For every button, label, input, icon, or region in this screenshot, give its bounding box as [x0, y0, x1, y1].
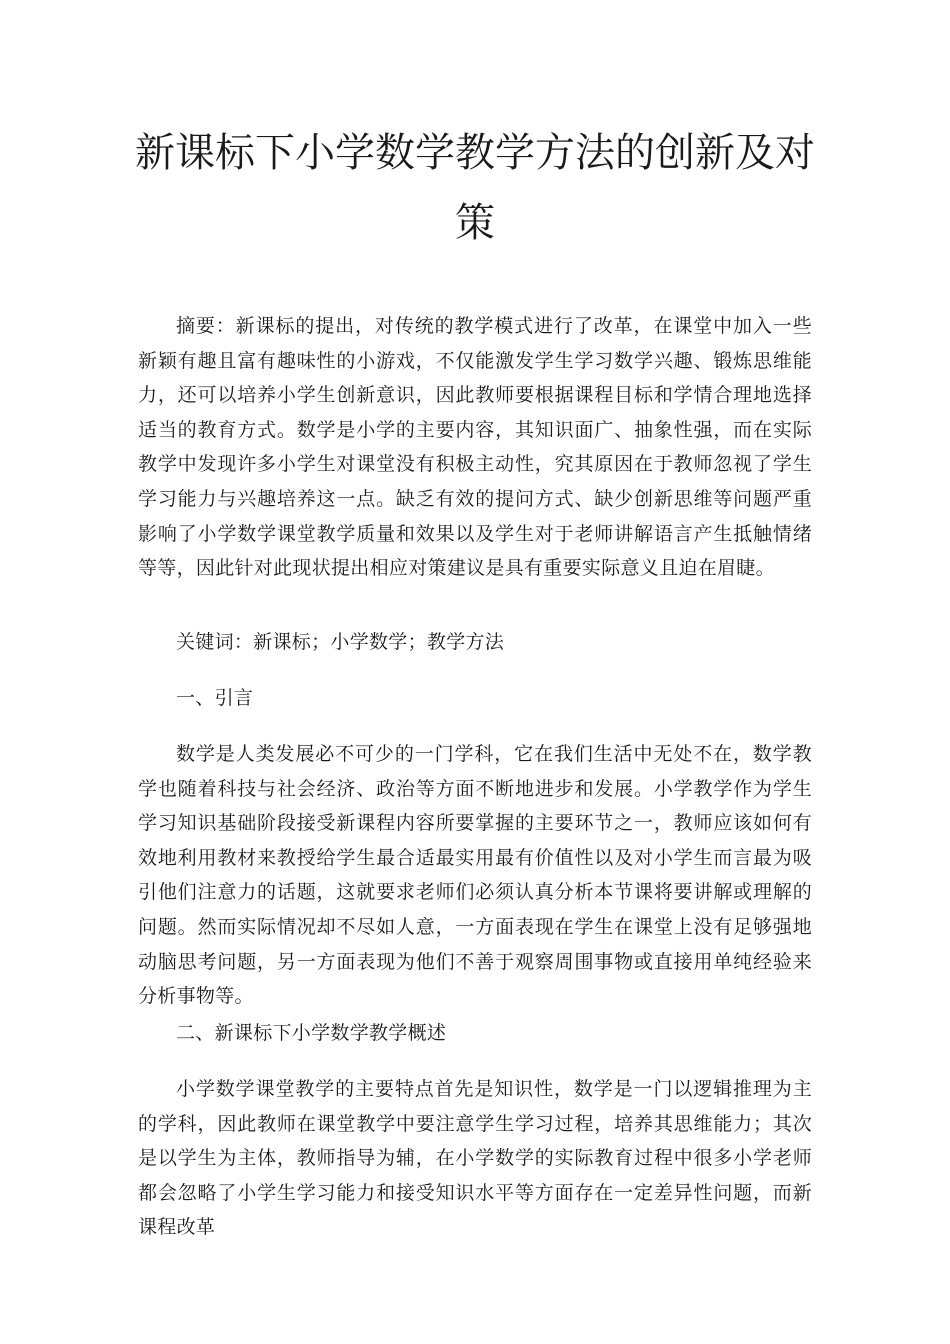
document-title: 新课标下小学数学教学方法的创新及对策 [135, 130, 815, 246]
section-heading-introduction: 一、引言 [176, 687, 254, 709]
abstract-paragraph: 摘要：新课标的提出，对传统的教学模式进行了改革，在课堂中加入一些新颖有趣且富有趣味性的小游戏，不仅能激发学生学习数学兴趣、锻炼思维能力，还可以培养小学生创新意识，因此教师要根据课程目标和学情合理地选择适当的教育方式。数学是小学的主要内容，其知识面广、抽象性强，而在实际教学中发现许多小学生对课堂没有积极主动性，究其原因在于教师忽视了学生学习能力与兴趣培养这一点。缺乏有效的提问方式、缺少创新思维等问题严重影响了小学数学课堂教学质量和效果以及学生对于老师讲解语言产生抵触情绪等等，因此针对此现状提出相应对策建议是具有重要实际意义且迫在眉睫。 [138, 315, 812, 580]
keywords-line: 关键词：新课标；小学数学；教学方法 [176, 631, 505, 653]
section-paragraph-introduction: 数学是人类发展必不可少的一门学科，它在我们生活中无处不在，数学教学也随着科技与社会经济、政治等方面不断地进步和发展。小学教学作为学生学习知识基础阶段接受新课程内容所要掌握的主要环节之一，教师应该如何有效地利用教材来教授给学生最合适最实用最有价值性以及对小学生而言最为吸引他们注意力的话题，这就要求老师们必须认真分析本节课将要讲解或理解的问题。然而实际情况却不尽如人意，一方面表现在学生在课堂上没有足够强地动脑思考问题，另一方面表现为他们不善于观察周围事物或直接用单纯经验来分析事物等。 [138, 743, 812, 1008]
section-heading-overview: 二、新课标下小学数学教学概述 [176, 1022, 447, 1044]
section-paragraph-overview: 小学数学课堂教学的主要特点首先是知识性，数学是一门以逻辑推理为主的学科，因此教师在课堂教学中要注意学生学习过程，培养其思维能力；其次是以学生为主体，教师指导为辅，在小学数学的实际教育过程中很多小学老师都会忽略了小学生学习能力和接受知识水平等方面存在一定差异性问题，而新课程改革 [138, 1078, 812, 1239]
